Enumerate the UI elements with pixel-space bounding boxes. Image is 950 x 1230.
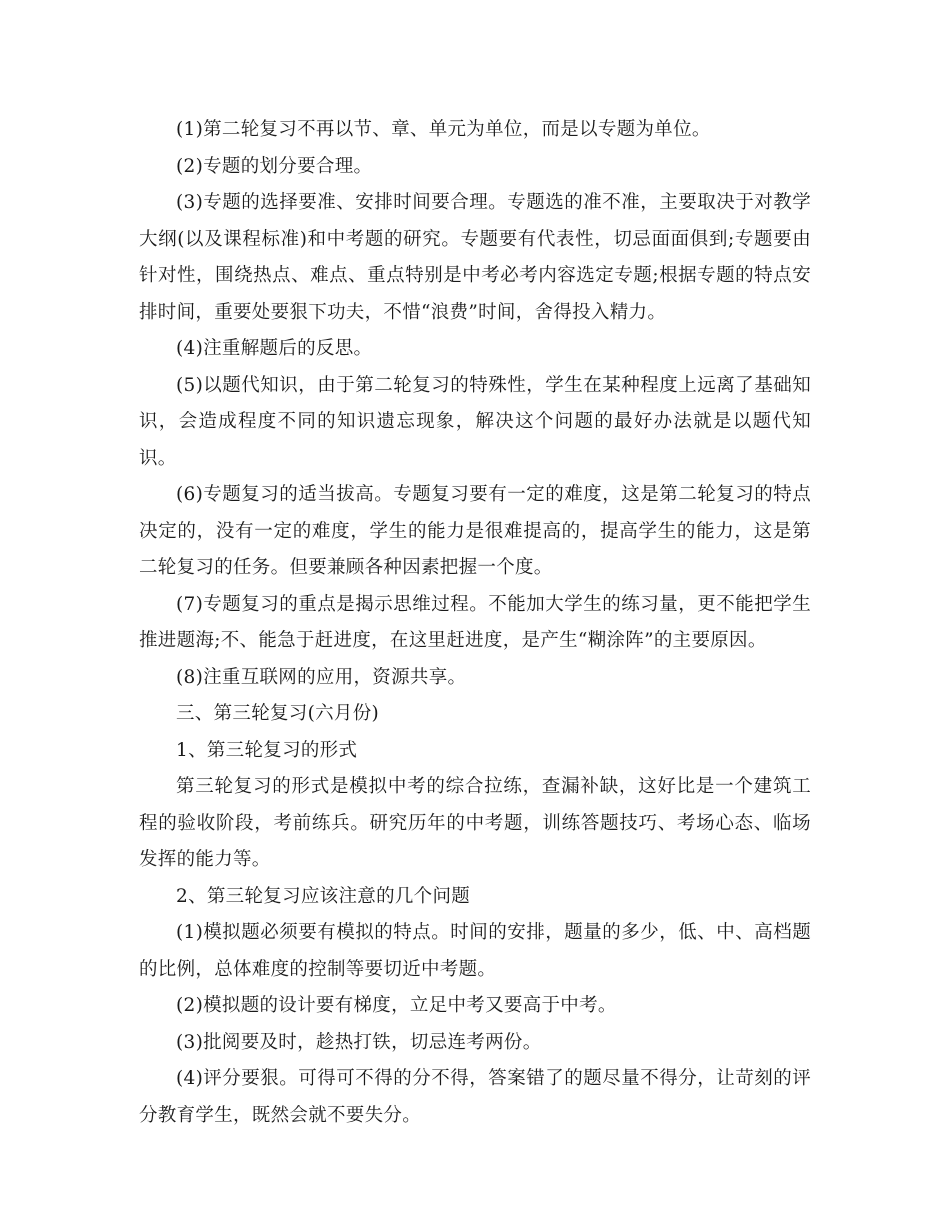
paragraph: (8)注重互联网的应用，资源共享。: [176, 666, 467, 688]
subsection-heading: 2、第三轮复习应该注意的几个问题: [176, 885, 471, 907]
paragraph: (4)评分要狠。可得可不得的分不得，答案错了的题尽量不得分，让苛刻的评分教育学生，既然会就不要失分。: [139, 1068, 811, 1126]
paragraph: (6)专题复习的适当拔高。专题复习要有一定的难度，这是第二轮复习的特点决定的，没有一定的难度，学生的能力是很难提高的，提高学生的能力，这是第二轮复习的任务。但要兼顾各种因素把握一个度。: [139, 484, 811, 578]
paragraph: 第三轮复习的形式是模拟中考的综合拉练，查漏补缺，这好比是一个建筑工程的验收阶段，考前练兵。研究历年的中考题，训练答题技巧、考场心态、临场发挥的能力等。: [139, 776, 811, 870]
paragraph: (7)专题复习的重点是揭示思维过程。不能加大学生的练习量，更不能把学生推进题海;不、能急于赶进度，在这里赶进度，是产生“糊涂阵”的主要原因。: [139, 593, 811, 651]
paragraph: (1)第二轮复习不再以节、章、单元为单位，而是以专题为单位。: [176, 119, 711, 140]
document-body: [139, 112, 811, 1134]
paragraph: (4)注重解题后的反思。: [176, 338, 373, 359]
paragraph: (1)模拟题必须要有模拟的特点。时间的安排，题量的多少，低、中、高档题的比例，总体难度的控制等要切近中考题。: [139, 922, 811, 980]
section-heading: 三、第三轮复习(六月份): [176, 703, 380, 724]
paragraph: (3)批阅要及时，趁热打铁，切忌连考两份。: [176, 1031, 542, 1053]
paragraph: (2)模拟题的设计要有梯度，立足中考又要高于中考。: [176, 995, 617, 1016]
paragraph: (5)以题代知识，由于第二轮复习的特殊性，学生在某种程度上远离了基础知识，会造成程度不同的知识遗忘现象，解决这个问题的最好办法就是以题代知识。: [139, 374, 811, 469]
paragraph: (2)专题的划分要合理。: [176, 155, 373, 177]
paragraph: (3)专题的选择要准、安排时间要合理。专题选的准不准，主要取决于对教学大纲(以及课程标准)和中考题的研究。专题要有代表性，切忌面面俱到;专题要由针对性，围绕热点、难点、重点特别是中考必考内容选定专题;根据专题的特点安排时间，重要处要狠下功夫，不惜“浪费”时间，舍得投入精力。: [139, 192, 811, 323]
subsection-heading: 1、第三轮复习的形式: [176, 739, 358, 761]
